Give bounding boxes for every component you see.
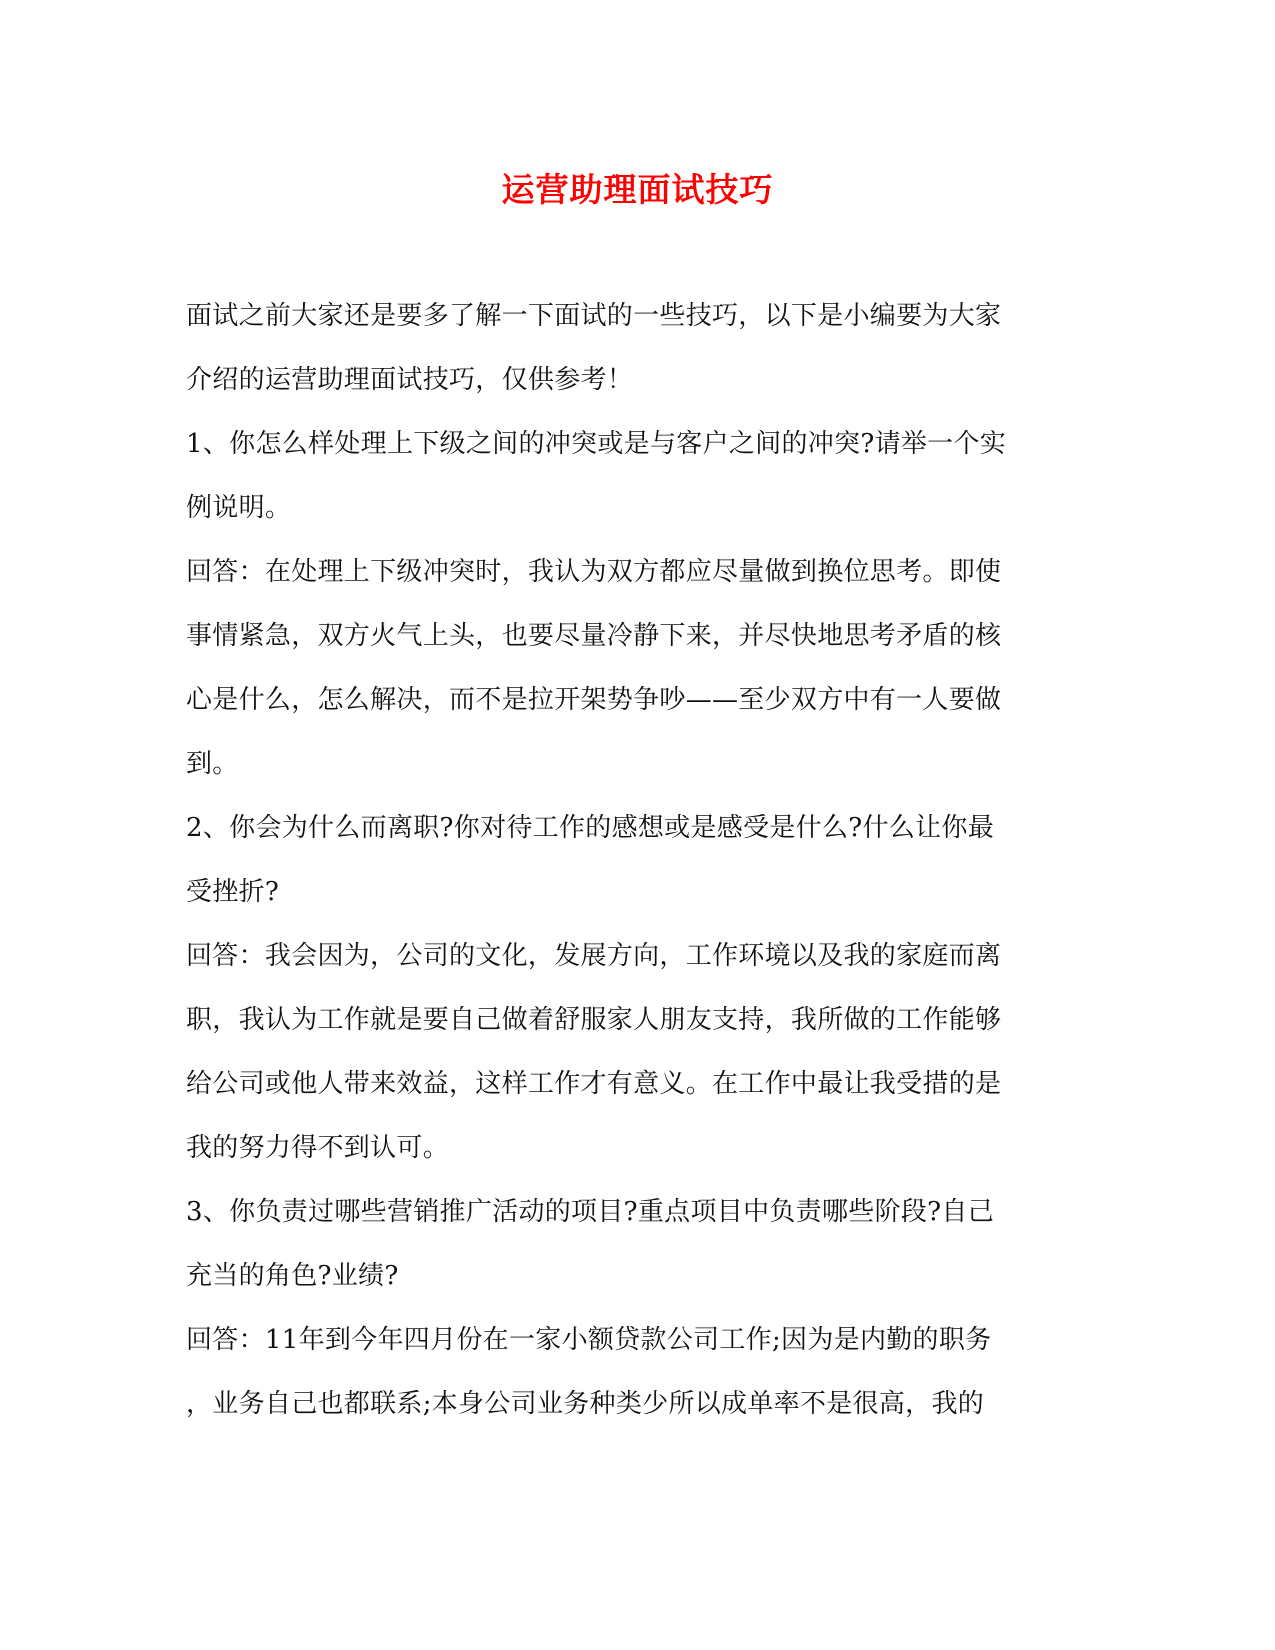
question-line: 2、你会为什么而离职?你对待工作的感想或是感受是什么?什么让你最 [186, 813, 995, 843]
answer-line: 回答：11年到今年四月份在一家小额贷款公司工作;因为是内勤的职务 [186, 1325, 992, 1355]
answer-line: 事情紧急，双方火气上头，也要尽量冷静下来，并尽快地思考矛盾的核 [186, 621, 1002, 651]
question-line: 1、你怎么样处理上下级之间的冲突或是与客户之间的冲突?请举一个实 [186, 429, 1007, 459]
question-line: 受挫折? [186, 877, 280, 907]
question-line: 充当的角色?业绩? [186, 1261, 399, 1291]
document-body [186, 284, 1086, 1436]
answer-line: 回答：在处理上下级冲突时，我认为双方都应尽量做到换位思考。即使 [186, 557, 1002, 587]
answer-line: 职，我认为工作就是要自己做着舒服家人朋友支持，我所做的工作能够 [186, 1005, 1002, 1035]
answer-line: 心是什么，怎么解决，而不是拉开架势争吵——至少双方中有一人要做 [186, 685, 1002, 715]
answer-line: 回答：我会因为，公司的文化，发展方向，工作环境以及我的家庭而离 [186, 941, 1002, 971]
answer-line: 我的努力得不到认可。 [186, 1133, 450, 1163]
body-line: 介绍的运营助理面试技巧，仅供参考！ [186, 365, 634, 395]
answer-line: 到。 [186, 749, 239, 779]
answer-line: 给公司或他人带来效益，这样工作才有意义。在工作中最让我受措的是 [186, 1069, 1002, 1099]
question-line: 3、你负责过哪些营销推广活动的项目?重点项目中负责哪些阶段?自己 [186, 1197, 995, 1227]
question-line: 例说明。 [186, 493, 292, 523]
document-title: 运营助理面试技巧 [501, 170, 774, 209]
body-line: 面试之前大家还是要多了解一下面试的一些技巧，以下是小编要为大家 [186, 301, 1002, 331]
answer-line: ，业务自己也都联系;本身公司业务种类少所以成单率不是很高，我的 [186, 1389, 985, 1419]
